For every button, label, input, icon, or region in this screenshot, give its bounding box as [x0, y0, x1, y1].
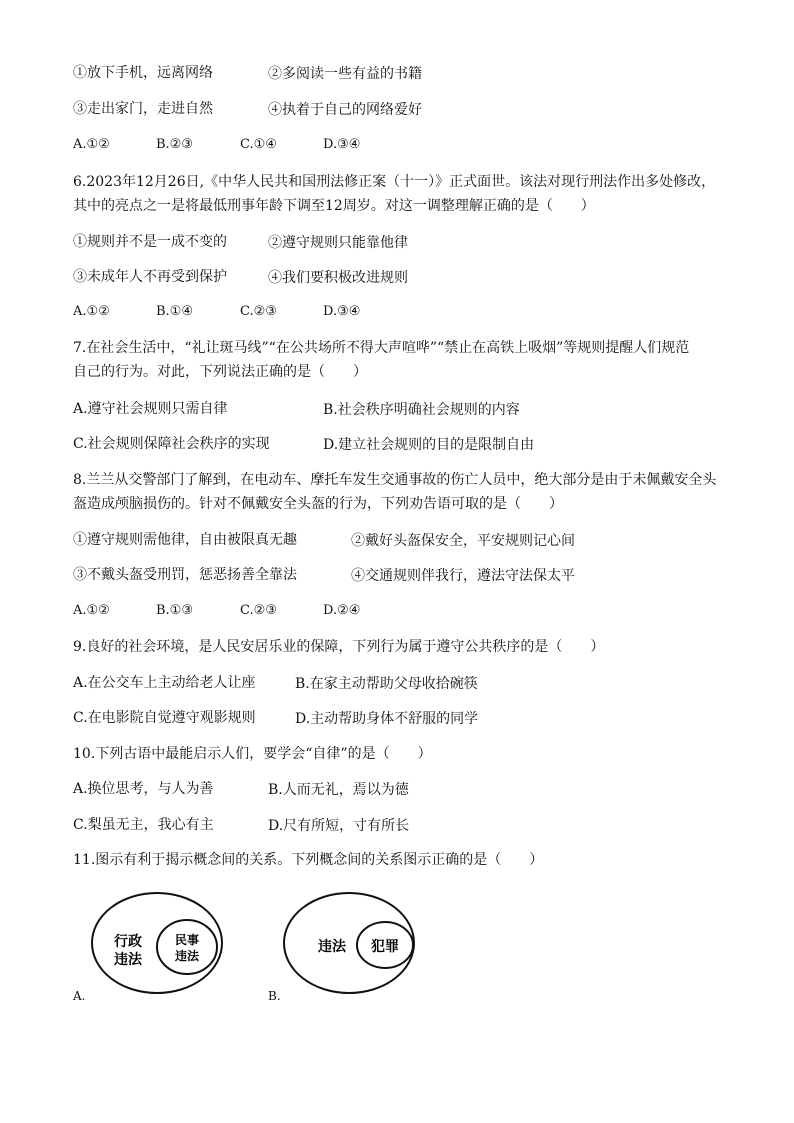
- q5-answer-b: B.②③: [156, 137, 193, 152]
- q5-answer-d: D.③④: [323, 137, 361, 152]
- q6-option-1: ①规则并不是一成不变的: [73, 234, 227, 250]
- diagram-a-outer-label-2: 违法: [114, 952, 142, 968]
- q7-option-d: D.建立社会规则的目的是限制自由: [323, 437, 535, 453]
- q7-option-a: A.遵守社会规则只需自律: [73, 401, 228, 417]
- diagram-a: [90, 890, 240, 1005]
- q8-stem-line1: 8.兰兰从交警部门了解到，在电动车、摩托车发生交通事故的伤亡人员中，绝大部分是由于未佩戴安全头: [73, 472, 717, 488]
- diagram-a-inner-ellipse: [157, 920, 217, 974]
- q7-stem-line2: 自己的行为。对此，下列说法正确的是（ ）: [73, 364, 367, 380]
- q7-stem-line1: 7.在社会生活中，“礼让斑马线”“在公共场所不得大声喧哗”“禁止在高铁上吸烟”等规则提醒人们规范: [73, 340, 690, 356]
- q6-stem-line2: 其中的亮点之一是将最低刑事年龄下调至12周岁。对这一调整理解正确的是（ ）: [73, 198, 595, 214]
- diagram-a-label: A.: [73, 989, 86, 1003]
- q10-option-c: C.梨虽无主，我心有主: [73, 817, 214, 833]
- q5-option-1: ①放下手机，远离网络: [73, 65, 213, 81]
- q10-option-b: B.人而无礼，焉以为德: [268, 782, 409, 798]
- q8-stem-line2: 盔造成颅脑损伤的。针对不佩戴安全头盔的行为，下列劝告语可取的是（ ）: [73, 496, 563, 512]
- q8-option-1: ①遵守规则需他律，自由被限真无趣: [73, 532, 297, 548]
- q10-option-d: D.尺有所短，寸有所长: [268, 818, 410, 834]
- q6-stem-line1: 6.2023年12月26日,《中华人民共和国刑法修正案（十一）》正式面世。该法对现行刑法作出多处修改，: [73, 174, 716, 190]
- q9-stem: 9.良好的社会环境，是人民安居乐业的保障，下列行为属于遵守公共秩序的是（ ）: [73, 639, 605, 655]
- q9-option-c: C.在电影院自觉遵守观影规则: [73, 710, 256, 726]
- q5-answer-c: C.①④: [240, 137, 277, 152]
- diagram-b-label: B.: [268, 989, 281, 1003]
- q8-option-4: ④交通规则伴我行，遵法守法保太平: [351, 568, 575, 584]
- q6-option-3: ③未成年人不再受到保护: [73, 269, 227, 285]
- diagram-b: [282, 890, 432, 1005]
- q8-answer-d: D.②④: [323, 603, 361, 618]
- q7-option-c: C.社会规则保障社会秩序的实现: [73, 436, 270, 452]
- q9-option-d: D.主动帮助身体不舒服的同学: [295, 711, 479, 727]
- q6-answer-a: A.①②: [73, 304, 110, 319]
- q6-answer-d: D.③④: [323, 304, 361, 319]
- q6-option-2: ②遵守规则只能靠他律: [268, 235, 408, 251]
- q7-option-b: B.社会秩序明确社会规则的内容: [323, 402, 520, 418]
- q8-option-3: ③不戴头盔受刑罚，惩恶扬善全靠法: [73, 567, 297, 583]
- q11-stem: 11.图示有利于揭示概念间的关系。下列概念间的关系图示正确的是（ ）: [73, 852, 544, 868]
- q8-answer-c: C.②③: [240, 603, 277, 618]
- q5-option-4: ④执着于自己的网络爱好: [268, 102, 422, 118]
- q10-stem: 10.下列古语中最能启示人们，要学会“自律”的是（ ）: [73, 746, 432, 762]
- q6-option-4: ④我们要积极改进规则: [268, 270, 408, 286]
- q8-answer-a: A.①②: [73, 603, 110, 618]
- q5-answer-a: A.①②: [73, 137, 110, 152]
- diagram-a-inner-label-2: 违法: [174, 949, 200, 963]
- q9-option-a: A.在公交车上主动给老人让座: [73, 675, 256, 691]
- q9-option-b: B.在家主动帮助父母收拾碗筷: [295, 676, 478, 692]
- diagram-b-outer-label: 违法: [318, 939, 346, 955]
- q6-answer-c: C.②③: [240, 304, 277, 319]
- diagram-a-inner-label-1: 民事: [174, 933, 200, 947]
- diagram-b-inner-label: 犯罪: [371, 939, 399, 955]
- q6-answer-b: B.①④: [156, 304, 193, 319]
- q8-option-2: ②戴好头盔保安全，平安规则记心间: [351, 533, 575, 549]
- q5-option-3: ③走出家门，走进自然: [73, 101, 213, 117]
- diagram-a-outer-label-1: 行政: [114, 934, 142, 950]
- q10-option-a: A.换位思考，与人为善: [73, 781, 214, 797]
- q8-answer-b: B.①③: [156, 603, 193, 618]
- q5-option-2: ②多阅读一些有益的书籍: [268, 66, 422, 82]
